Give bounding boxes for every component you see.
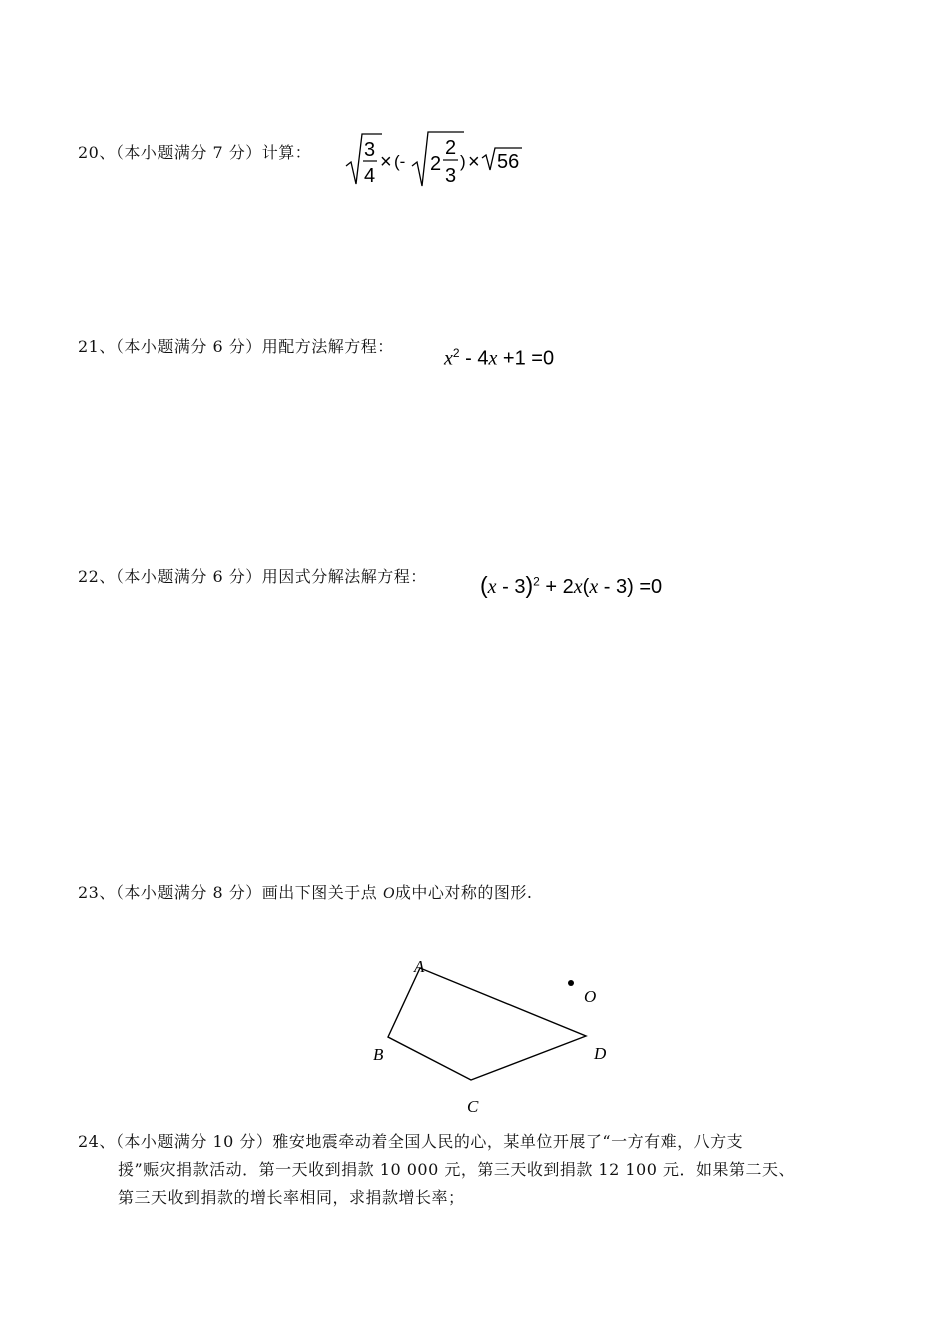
question-20-label: 20、（本小题满分 7 分）计算： [78,143,312,162]
eq22-open2: ( [582,576,590,598]
eq21-part-a: - 4 [459,347,489,370]
times-sign-1: × [380,151,392,173]
q23-label-point: O [382,885,395,902]
label-O: O [584,987,597,1006]
mixed-whole: 2 [430,153,442,175]
mixed-denominator: 3 [445,165,457,187]
question-22-label: 22、（本小题满分 6 分）用因式分解法解方程： [78,567,427,586]
question-21-label: 21、（本小题满分 6 分）用配方法解方程： [78,337,394,356]
q23-label-pre: 23、（本小题满分 8 分）画出下图关于点 [78,883,383,902]
eq21-var: x [444,347,453,370]
eq21-var2: x [488,347,498,370]
label-A: A [414,957,425,976]
eq22-tail: - 3) =0 [598,576,663,598]
eq22-open: ( [480,572,488,598]
eq22-var: x [487,576,497,598]
times-sign-2: × [468,151,480,173]
q24-line-2: 援”赈灾捐款活动．第一天收到捐款 10 000 元，第三天收到捐款 12 100 元．如果第二天、 [118,1160,795,1179]
question-21-equation [444,346,554,371]
close-paren: ) [460,152,466,171]
label-C: C [467,1097,479,1116]
eq22-close: ) [525,572,534,598]
mixed-numerator: 2 [445,137,457,159]
question-24-text [78,1128,898,1212]
eq22-plus2: + 2 [539,576,574,598]
sqrt1-denominator: 4 [364,165,376,187]
point-O-dot [568,980,574,986]
eq21-exponent: 2 [452,346,460,360]
sqrt3-radicand: 56 [497,151,520,173]
eq22-minus3: - 3 [496,576,526,598]
open-paren-minus: (- [394,152,406,171]
question-20-expression [342,128,542,194]
question-23-label [78,880,532,903]
q24-line-1: 24、（本小题满分 10 分）雅安地震牵动着全国人民的心，某单位开展了“一方有难，八方支 [78,1132,744,1151]
eq22-var2: x [573,576,583,598]
label-B: B [373,1045,384,1064]
sqrt1-numerator: 3 [364,139,376,161]
label-D: D [594,1044,607,1063]
question-22-equation [480,572,662,599]
quadrilateral-ABCD [388,968,586,1080]
q24-line-3: 第三天收到捐款的增长率相同，求捐款增长率； [118,1188,465,1207]
q23-label-post: 成中心对称的图形. [394,883,533,902]
eq21-part-b: +1 =0 [497,347,555,370]
eq22-exponent: 2 [533,574,540,589]
quadrilateral-figure [360,950,640,1120]
eq22-var3: x [589,576,599,598]
